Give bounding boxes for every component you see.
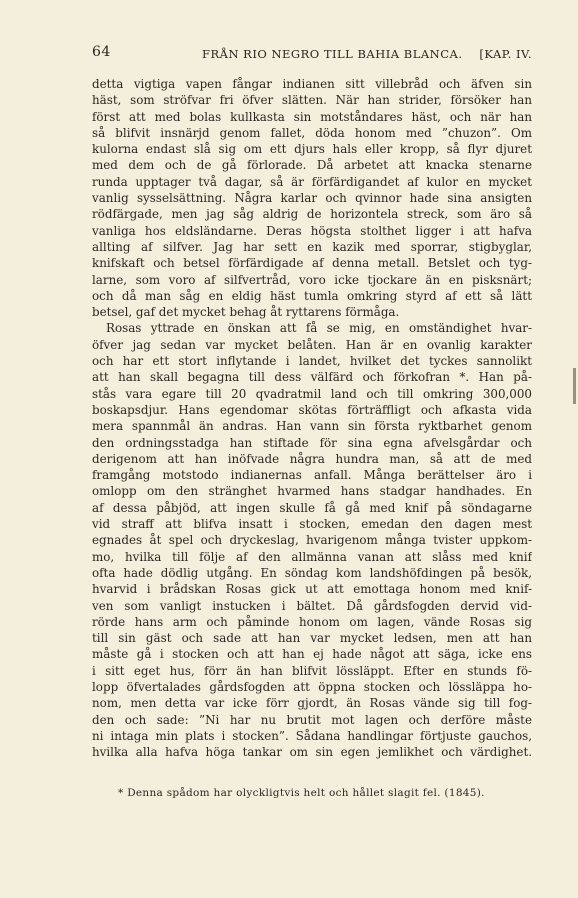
text-line: kulorna endast slå sig om ett djurs hals eller kropp, så flyr djuret (92, 142, 532, 157)
running-header (92, 44, 532, 64)
text-line: knifskaft och betsel förfärdigade af denna metall. Betslet och tyg- (92, 256, 532, 271)
text-line: nom, men detta var icke förr gjordt, än Rosas vände sig till fog- (92, 696, 532, 711)
page-number: 64 (92, 44, 111, 60)
text-line: först att med bolas kullkasta sin motståndares häst, och när han (92, 109, 532, 124)
text-line: öfver jag sedan var mycket belåten. Han är en ovanlig karakter (92, 337, 532, 352)
text-line: omlopp om den stränghet hvarmed hans stadgar handhades. En (92, 484, 532, 499)
text-line: Rosas yttrade en önskan att få se mig, en omständighet hvar- (106, 321, 532, 336)
body-text (92, 76, 532, 760)
text-line: detta vigtiga vapen fångar indianen sitt villebråd och äfven sin (92, 77, 532, 91)
text-line: vanlig sysselsättning. Några karlar och qvinnor hade sina ansigten (92, 191, 532, 206)
text-line: och har ett stort inflytande i landet, hvilket det tyckes sannolikt (92, 354, 532, 369)
text-line: rödfärgade, men jag såg aldrig de horizontela streck, som äro så (92, 207, 532, 222)
chapter-marker: [KAP. IV. (479, 47, 532, 61)
text-line: hvarvid i brådskan Rosas gick ut att emottaga honom med knif- (92, 582, 532, 597)
text-line: af dessa påbjöd, att ingen skulle få gå med knif på söndagarne (92, 500, 532, 515)
text-line: den ordningsstadga han stiftade för sina egna afvelsgårdar och (92, 435, 532, 450)
text-line: framgång motstodo indianernas anfall. Många berättelser äro i (92, 468, 532, 483)
text-line: att han skall begagna till dess välfärd och förkofran *. Han på- (92, 370, 532, 385)
text-line: rörde hans arm och påminde honom om lagen, vände Rosas sig (92, 614, 532, 629)
text-line: derigenom att han inöfvade några hundra man, så att de med (92, 451, 532, 466)
text-line: egnades åt spel och dryckeslag, hvarigenom många tvister uppkom- (92, 533, 532, 548)
text-line: allting af silfver. Jag har sett en kazik med sporrar, stigbyglar, (92, 239, 532, 254)
page-edge-mark (573, 368, 576, 404)
text-line: med dem och de gå förlorade. Då arbetet att knacka stenarne (92, 158, 532, 173)
text-line: hvilka alla hafva höga tankar om sin egen jemlikhet och värdighet. (92, 745, 532, 760)
text-line: stås vara egare till 20 qvadratmil land och till omkring 300,000 (92, 386, 532, 401)
text-line: den och sade: ”Ni har nu brutit mot lagen och derföre måste (92, 712, 532, 727)
text-line: mo, hvilka till följe af den allmänna vanan att slåss med knif (92, 549, 532, 564)
text-line: i sitt eget hus, förr än han blifvit lössläppt. Efter en stunds fö- (92, 663, 532, 678)
text-line: ni intaga min plats i stocken”. Sådana handlingar förtjuste gauchos, (92, 728, 532, 743)
text-line: vanliga hos eldsländarne. Deras högsta stolthet ligger i att hafva (92, 223, 532, 238)
text-line: och då man såg en eldig häst tumla omkring styrd af ett så lätt (92, 288, 532, 303)
text-line: betsel, gaf det mycket behag åt ryttarens förmåga. (92, 305, 400, 320)
text-line: till sin gäst och sade att han var mycket ledsen, men att han (92, 631, 532, 646)
running-title: FRÅN RIO NEGRO TILL BAHIA BLANCA. (202, 47, 463, 61)
text-line: ven som vanligt instucken i bältet. Då gårdsfogden dervid vid- (92, 598, 532, 613)
footnote: * Denna spådom har olyckligtvis helt och hållet slagit fel. (1845). (118, 787, 485, 799)
text-line: häst, som ströfvar fri öfver slätten. När han strider, försöker han (92, 93, 532, 108)
text-line: så blifvit insnärjd genom fallet, döda honom med ”chuzon”. Om (92, 125, 532, 140)
text-line: måste gå i stocken och att han ej hade något att säga, icke ens (92, 647, 532, 662)
text-line: mera spannmål än andras. Han vann sin första ryktbarhet genom (92, 419, 532, 434)
text-line: runda upptager två dagar, så är förfärdigandet af kulor en mycket (92, 174, 532, 189)
text-line: lopp öfvertalades gårdsfogden att öppna stocken och lössläppa ho- (92, 679, 532, 694)
text-line: larne, som voro af silfvertråd, voro icke tjockare än en pisksnärt; (92, 272, 532, 287)
text-line: vid straff att blifva insatt i stocken, emedan den dagen mest (92, 517, 532, 532)
text-line: ofta hade dödlig utgång. En söndag kom landshöfdingen på besök, (92, 565, 532, 580)
text-line: boskapsdjur. Hans egendomar skötas förträffligt och afkasta vida (92, 402, 532, 417)
